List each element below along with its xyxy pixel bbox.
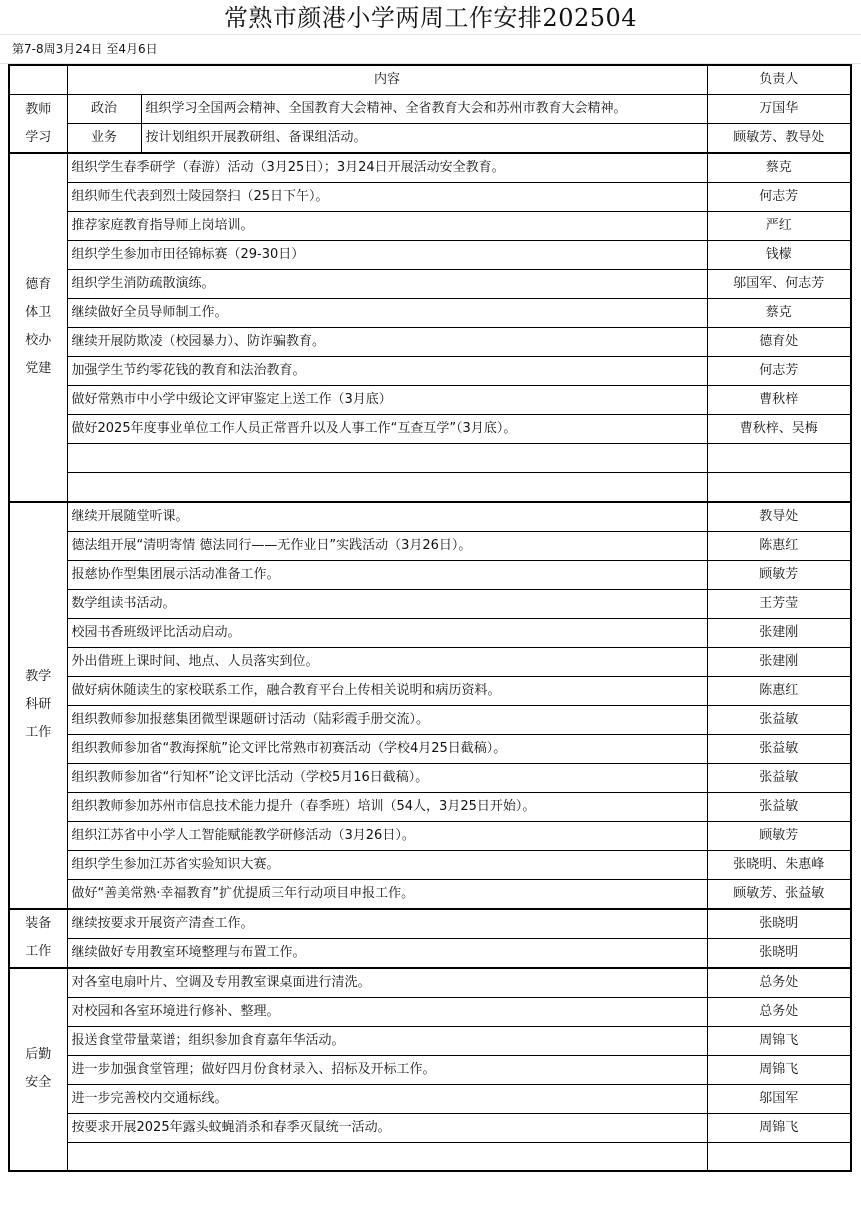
- task-person: 顾敏芳: [707, 821, 851, 850]
- task-person: 陈惠红: [707, 531, 851, 560]
- task-person: 张益敏: [707, 792, 851, 821]
- table-row: [9, 1084, 851, 1113]
- task-content: 组织教师参加省“教海探航”论文评比常熟市初赛活动（学校4月25日截稿）。: [67, 734, 707, 763]
- task-content: 外出借班上课时间、地点、人员落实到位。: [67, 647, 707, 676]
- table-row: [9, 415, 851, 444]
- task-person: 周锦飞: [707, 1026, 851, 1055]
- table-row: [9, 386, 851, 415]
- task-content: 按计划组织开展教研组、备课组活动。: [141, 124, 707, 154]
- table-row: [9, 734, 851, 763]
- dept-label: 后勤: [25, 1047, 52, 1063]
- dept-label: 学习: [25, 129, 52, 145]
- dept-cell: [9, 153, 67, 502]
- task-person: 张晓明: [707, 909, 851, 939]
- dept-cell: [9, 909, 67, 968]
- task-person: 周锦飞: [707, 1113, 851, 1142]
- table-row: [9, 1113, 851, 1142]
- table-row: [9, 821, 851, 850]
- table-row: [9, 183, 851, 212]
- task-content: 组织学生消防疏散演练。: [67, 270, 707, 299]
- table-row: [9, 618, 851, 647]
- table-row: [9, 444, 851, 473]
- task-content: [67, 1142, 707, 1171]
- table-row: [9, 531, 851, 560]
- task-content: 报送食堂带量菜谱；组织参加食育嘉年华活动。: [67, 1026, 707, 1055]
- dept-label: 装备: [25, 916, 52, 931]
- task-person: 万国华: [707, 95, 851, 124]
- table-row: [9, 153, 851, 183]
- table-row: [9, 589, 851, 618]
- task-person: 总务处: [707, 997, 851, 1026]
- table-row: [9, 792, 851, 821]
- task-person: 邬国军、何志芳: [707, 270, 851, 299]
- table-row: [9, 647, 851, 676]
- table-row: [9, 124, 851, 154]
- task-content: 继续做好全员导师制工作。: [67, 299, 707, 328]
- table-row: [9, 968, 851, 998]
- task-content: 进一步加强食堂管理；做好四月份食材录入、招标及开标工作。: [67, 1055, 707, 1084]
- schedule-table: [8, 64, 852, 1172]
- task-person: [707, 1142, 851, 1171]
- task-content: 组织教师参加苏州市信息技术能力提升（春季班）培训（54人，3月25日开始）。: [67, 792, 707, 821]
- dept-label: 教师: [25, 101, 52, 117]
- dept-label: 德育: [25, 277, 52, 293]
- task-content: 德法组开展“清明寄情 德法同行——无作业日”实践活动（3月26日）。: [67, 531, 707, 560]
- task-person: [707, 473, 851, 502]
- table-row: [9, 676, 851, 705]
- task-person: 张益敏: [707, 734, 851, 763]
- task-content: 组织学生春季研学（春游）活动（3月25日）；3月24日开展活动安全教育。: [67, 153, 707, 183]
- task-person: [707, 444, 851, 473]
- task-person: 王芳莹: [707, 589, 851, 618]
- dept-label: 科研: [25, 697, 52, 712]
- task-content: 做好病休随读生的家校联系工作，融合教育平台上传相关说明和病历资料。: [67, 676, 707, 705]
- dept-cell: [9, 502, 67, 909]
- task-content: 组织学生参加江苏省实验知识大赛。: [67, 850, 707, 879]
- task-person: 陈惠红: [707, 676, 851, 705]
- task-content: 报慈协作型集团展示活动准备工作。: [67, 560, 707, 589]
- table-row: [9, 95, 851, 124]
- task-person: 顾敏芳、张益敏: [707, 879, 851, 909]
- table-row: [9, 909, 851, 939]
- table-row: [9, 560, 851, 589]
- task-person: 张益敏: [707, 763, 851, 792]
- table-row: [9, 270, 851, 299]
- task-person: 张晓明: [707, 938, 851, 968]
- task-content: 对各室电扇叶片、空调及专用教室课桌面进行清洗。: [67, 968, 707, 998]
- task-content: 按要求开展2025年露头蚊蝇消杀和春季灭鼠统一活动。: [67, 1113, 707, 1142]
- task-person: 教导处: [707, 502, 851, 532]
- table-row: [9, 763, 851, 792]
- task-person: 周锦飞: [707, 1055, 851, 1084]
- task-content: [67, 444, 707, 473]
- table-row: [9, 502, 851, 532]
- dept-label: 教学: [25, 669, 52, 684]
- task-person: 曹秋梓: [707, 386, 851, 415]
- header-person: 负责人: [707, 65, 851, 95]
- task-content: 组织学生参加市田径锦标赛（29-30日）: [67, 241, 707, 270]
- task-content: 组织江苏省中小学人工智能赋能教学研修活动（3月26日）。: [67, 821, 707, 850]
- dept-cell: [9, 968, 67, 1172]
- task-person: 钱檬: [707, 241, 851, 270]
- sub-category: 政治: [67, 95, 141, 124]
- task-content: 加强学生节约零花钱的教育和法治教育。: [67, 357, 707, 386]
- task-content: 推荐家庭教育指导师上岗培训。: [67, 212, 707, 241]
- task-content: 组织教师参加报慈集团微型课题研讨活动（陆彩霞手册交流）。: [67, 705, 707, 734]
- dept-label: 安全: [25, 1075, 52, 1091]
- task-person: 张晓明、朱惠峰: [707, 850, 851, 879]
- header-blank: [9, 65, 67, 95]
- table-row: [9, 705, 851, 734]
- dept-label: 校办: [25, 333, 52, 349]
- task-content: 组织师生代表到烈士陵园祭扫（25日下午）。: [67, 183, 707, 212]
- week-range: 第7-8周3月24日 至4月6日: [12, 42, 158, 56]
- dept-label: 党建: [25, 361, 52, 377]
- task-content: [67, 473, 707, 502]
- table-header-row: [9, 65, 851, 95]
- table-row: [9, 299, 851, 328]
- table-row: [9, 938, 851, 968]
- task-content: 做好2025年度事业单位工作人员正常晋升以及人事工作“互查互学”（3月底）。: [67, 415, 707, 444]
- task-person: 曹秋梓、吴梅: [707, 415, 851, 444]
- table-row: [9, 1055, 851, 1084]
- task-content: 继续开展防欺凌（校园暴力）、防诈骗教育。: [67, 328, 707, 357]
- table-row: [9, 241, 851, 270]
- task-person: 德育处: [707, 328, 851, 357]
- task-person: 何志芳: [707, 183, 851, 212]
- task-content: 进一步完善校内交通标线。: [67, 1084, 707, 1113]
- task-person: 张建刚: [707, 618, 851, 647]
- task-content: 对校园和各室环境进行修补、整理。: [67, 997, 707, 1026]
- dept-label: 体卫: [25, 305, 52, 321]
- task-content: 做好“善美常熟·幸福教育”扩优提质三年行动项目申报工作。: [67, 879, 707, 909]
- table-row: [9, 879, 851, 909]
- table-row: [9, 850, 851, 879]
- task-content: 数学组读书活动。: [67, 589, 707, 618]
- task-person: 蔡克: [707, 153, 851, 183]
- task-person: 张益敏: [707, 705, 851, 734]
- task-content: 校园书香班级评比活动启动。: [67, 618, 707, 647]
- table-row: [9, 473, 851, 502]
- task-person: 蔡克: [707, 299, 851, 328]
- task-person: 张建刚: [707, 647, 851, 676]
- dept-label: 工作: [25, 944, 52, 959]
- dept-teacher-study: [9, 95, 67, 154]
- sub-category: 业务: [67, 124, 141, 154]
- table-row: [9, 1142, 851, 1171]
- table-row: [9, 1026, 851, 1055]
- table-row: [9, 357, 851, 386]
- page-title: 常熟市颜港小学两周工作安排202504: [223, 4, 638, 32]
- header-content: 内容: [67, 65, 707, 95]
- task-content: 继续开展随堂听课。: [67, 502, 707, 532]
- task-content: 继续按要求开展资产清查工作。: [67, 909, 707, 939]
- task-person: 何志芳: [707, 357, 851, 386]
- task-person: 顾敏芳: [707, 560, 851, 589]
- task-person: 严红: [707, 212, 851, 241]
- table-row: [9, 212, 851, 241]
- task-person: 总务处: [707, 968, 851, 998]
- task-content: 继续做好专用教室环境整理与布置工作。: [67, 938, 707, 968]
- task-content: 组织学习全国两会精神、全国教育大会精神、全省教育大会和苏州市教育大会精神。: [141, 95, 707, 124]
- dept-label: 工作: [25, 725, 52, 740]
- task-content: 做好常熟市中小学中级论文评审鉴定上送工作（3月底）: [67, 386, 707, 415]
- task-person: 顾敏芳、教导处: [707, 124, 851, 154]
- task-content: 组织教师参加省“行知杯”论文评比活动（学校5月16日截稿）。: [67, 763, 707, 792]
- table-row: [9, 328, 851, 357]
- table-row: [9, 997, 851, 1026]
- task-person: 邬国军: [707, 1084, 851, 1113]
